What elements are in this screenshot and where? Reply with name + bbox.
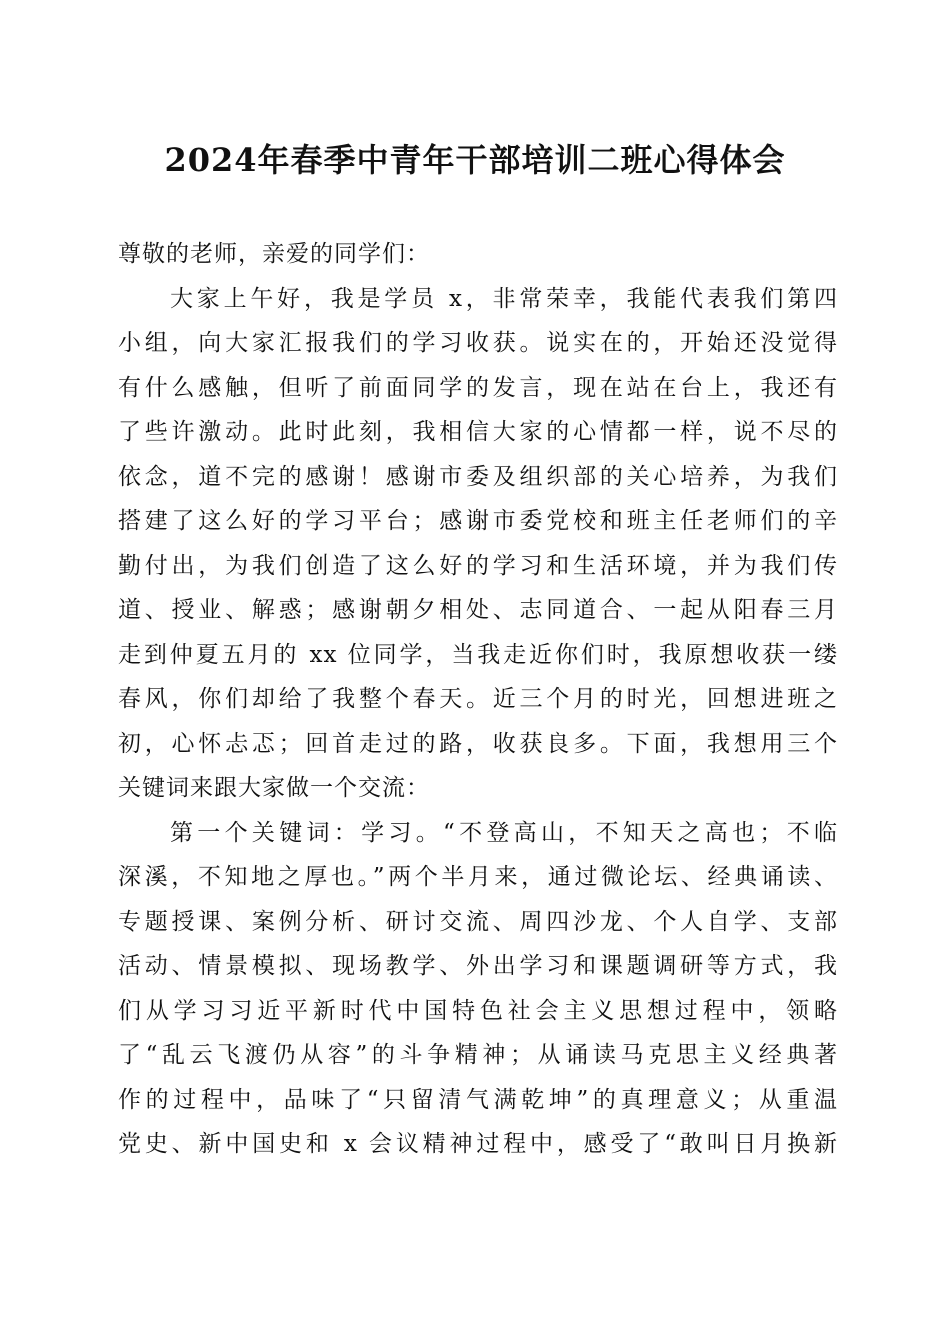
paragraph-line: 春风，你们却给了我整个春天。近三个月的时光，回想进班之 [118, 686, 838, 712]
paragraph-line: 专题授课、案例分析、研讨交流、周四沙龙、个人自学、支部 [118, 908, 838, 935]
paragraph-line: 了些许激动。此时此刻，我相信大家的心情都一样，说不尽的 [118, 419, 838, 445]
paragraph-line: 作的过程中，品味了“只留清气满乾坤”的真理意义；从重温 [118, 1086, 838, 1113]
paragraph-line: 们从学习习近平新时代中国特色社会主义思想过程中，领略 [118, 997, 838, 1024]
paragraph-line: 党史、新中国史和 x 会议精神过程中，感受了“敢叫日月换新 [118, 1131, 838, 1157]
paragraph-line: 有什么感触，但听了前面同学的发言，现在站在台上，我还有 [118, 374, 838, 401]
paragraph-line: 大家上午好，我是学员 x，非常荣幸，我能代表我们第四 [170, 285, 838, 312]
paragraph-line: 小组，向大家汇报我们的学习收获。说实在的，开始还没觉得 [118, 330, 838, 356]
salutation-line: 尊敬的老师，亲爱的同学们： [118, 241, 430, 267]
paragraph-line: 活动、情景模拟、现场教学、外出学习和课题调研等方式，我 [118, 953, 838, 979]
paragraph-line: 走到仲夏五月的 xx 位同学，当我走近你们时，我原想收获一缕 [118, 641, 838, 668]
paragraph-line: 深溪，不知地之厚也。”两个半月来，通过微论坛、经典诵读、 [118, 864, 838, 890]
paragraph-line: 第一个关键词：学习。“不登高山，不知天之高也；不临 [170, 819, 838, 846]
paragraph-line: 初，心怀忐忑；回首走过的路，收获良多。下面，我想用三个 [118, 730, 838, 757]
paragraph-line: 搭建了这么好的学习平台；感谢市委党校和班主任老师们的辛 [118, 508, 838, 534]
paragraph-line: 勤付出，为我们创造了这么好的学习和生活环境，并为我们传 [118, 552, 838, 579]
paragraph-line: 道、授业、解惑；感谢朝夕相处、志同道合、一起从阳春三月 [118, 597, 838, 623]
document-title: 2024年春季中青年干部培训二班心得体会 [164, 141, 786, 179]
document-body [118, 232, 838, 1167]
paragraph-line: 关键词来跟大家做一个交流： [118, 775, 430, 801]
paragraph-line: 依念，道不完的感谢！感谢市委及组织部的关心培养，为我们 [118, 463, 838, 490]
paragraph-line: 了“乱云飞渡仍从容”的斗争精神；从诵读马克思主义经典著 [118, 1042, 838, 1068]
